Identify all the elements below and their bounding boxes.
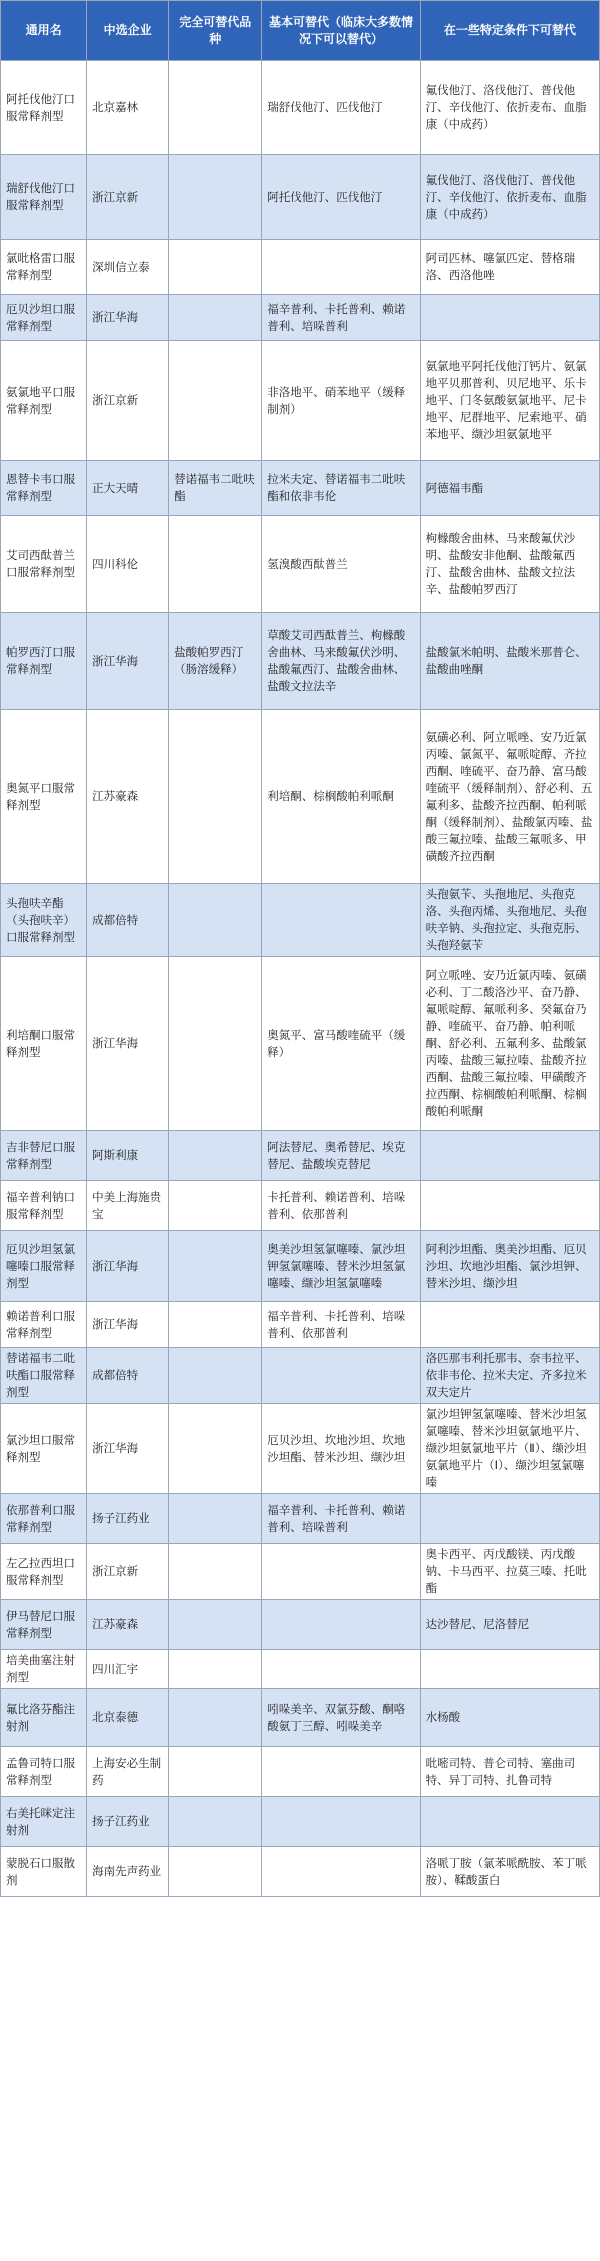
generic-name-cell: 蒙脱石口服散剂 (1, 1847, 87, 1897)
company-cell: 中美上海施贵宝 (87, 1181, 169, 1231)
company-cell: 浙江华海 (87, 613, 169, 710)
company-cell: 北京嘉林 (87, 61, 169, 155)
fully-substitutable-cell (169, 957, 262, 1131)
table-row (1, 1600, 600, 1650)
company-cell: 四川科伦 (87, 516, 169, 613)
conditionally-substitutable-cell: 吡嘧司特、普仑司特、塞曲司特、异丁司特、扎鲁司特 (420, 1747, 599, 1797)
table-body (1, 61, 600, 1897)
basically-substitutable-cell: 奥美沙坦氢氯噻嗪、氯沙坦钾氢氯噻嗪、替米沙坦氢氯噻嗪、缬沙坦氢氯噻嗪 (262, 1231, 420, 1302)
basically-substitutable-cell: 福辛普利、卡托普利、赖诺普利、培哚普利 (262, 1494, 420, 1544)
company-cell: 江苏豪森 (87, 1600, 169, 1650)
conditionally-substitutable-cell (420, 1797, 599, 1847)
basically-substitutable-cell: 奥氮平、富马酸喹硫平（缓释） (262, 957, 420, 1131)
basically-substitutable-cell: 瑞舒伐他汀、匹伐他汀 (262, 61, 420, 155)
fully-substitutable-cell (169, 1131, 262, 1181)
fully-substitutable-cell (169, 1650, 262, 1689)
generic-name-cell: 氯吡格雷口服常释剂型 (1, 240, 87, 295)
conditionally-substitutable-cell (420, 295, 599, 341)
table-row (1, 884, 600, 957)
conditionally-substitutable-cell (420, 1181, 599, 1231)
fully-substitutable-cell (169, 1231, 262, 1302)
fully-substitutable-cell (169, 1348, 262, 1404)
conditionally-substitutable-cell: 氨氯地平阿托伐他汀钙片、氨氯地平贝那普利、贝尼地平、乐卡地平、门冬氨酸氨氯地平、尼卡地平、尼群地平、尼索地平、硝苯地平、缬沙坦氨氯地平 (420, 341, 599, 461)
generic-name-cell: 瑞舒伐他汀口服常释剂型 (1, 155, 87, 240)
fully-substitutable-cell: 替诺福韦二吡呋酯 (169, 461, 262, 516)
company-cell: 上海安必生制药 (87, 1747, 169, 1797)
table-row (1, 1847, 600, 1897)
fully-substitutable-cell (169, 1847, 262, 1897)
fully-substitutable-cell (169, 155, 262, 240)
basically-substitutable-cell: 福辛普利、卡托普利、培哚普利、依那普利 (262, 1302, 420, 1348)
fully-substitutable-cell (169, 516, 262, 613)
basically-substitutable-cell (262, 1797, 420, 1847)
generic-name-cell: 利培酮口服常释剂型 (1, 957, 87, 1131)
basically-substitutable-cell: 阿托伐他汀、匹伐他汀 (262, 155, 420, 240)
fully-substitutable-cell (169, 1302, 262, 1348)
header-generic-name: 通用名 (1, 1, 87, 61)
company-cell: 北京泰德 (87, 1689, 169, 1747)
basically-substitutable-cell (262, 1650, 420, 1689)
company-cell: 正大天晴 (87, 461, 169, 516)
conditionally-substitutable-cell: 洛匹那韦利托那韦、奈韦拉平、依非韦伦、拉米夫定、齐多拉米双夫定片 (420, 1348, 599, 1404)
table-row (1, 61, 600, 155)
conditionally-substitutable-cell (420, 1302, 599, 1348)
conditionally-substitutable-cell (420, 1494, 599, 1544)
generic-name-cell: 依那普利口服常释剂型 (1, 1494, 87, 1544)
generic-name-cell: 左乙拉西坦口服常释剂型 (1, 1544, 87, 1600)
table-row (1, 240, 600, 295)
table-row (1, 1302, 600, 1348)
conditionally-substitutable-cell: 枸橼酸舍曲林、马来酸氟伏沙明、盐酸安非他酮、盐酸氟西汀、盐酸舍曲林、盐酸文拉法辛、盐酸帕罗西汀 (420, 516, 599, 613)
conditionally-substitutable-cell: 达沙替尼、尼洛替尼 (420, 1600, 599, 1650)
generic-name-cell: 厄贝沙坦氢氯噻嗪口服常释剂型 (1, 1231, 87, 1302)
fully-substitutable-cell: 盐酸帕罗西汀（肠溶缓释） (169, 613, 262, 710)
generic-name-cell: 替诺福韦二吡呋酯口服常释剂型 (1, 1348, 87, 1404)
company-cell: 成都倍特 (87, 1348, 169, 1404)
basically-substitutable-cell: 吲哚美辛、双氯芬酸、酮咯酸氨丁三醇、吲哚美辛 (262, 1689, 420, 1747)
conditionally-substitutable-cell (420, 1650, 599, 1689)
fully-substitutable-cell (169, 1747, 262, 1797)
generic-name-cell: 厄贝沙坦口服常释剂型 (1, 295, 87, 341)
table-row (1, 1404, 600, 1494)
table-row (1, 1747, 600, 1797)
conditionally-substitutable-cell: 氟伐他汀、洛伐他汀、普伐他汀、辛伐他汀、依折麦布、血脂康（中成药） (420, 155, 599, 240)
generic-name-cell: 伊马替尼口服常释剂型 (1, 1600, 87, 1650)
table-row (1, 1689, 600, 1747)
company-cell: 浙江华海 (87, 957, 169, 1131)
table-row (1, 295, 600, 341)
generic-name-cell: 福辛普利钠口服常释剂型 (1, 1181, 87, 1231)
generic-name-cell: 氟比洛芬酯注射剂 (1, 1689, 87, 1747)
fully-substitutable-cell (169, 1689, 262, 1747)
table-row (1, 516, 600, 613)
conditionally-substitutable-cell: 氯沙坦钾氢氯噻嗪、替米沙坦氢氯噻嗪、替米沙坦氨氯地平片、缬沙坦氨氯地平片（Ⅱ）、缬沙坦氨氯地平片（Ⅰ）、缬沙坦氢氯噻嗪 (420, 1404, 599, 1494)
conditionally-substitutable-cell: 盐酸氯米帕明、盐酸米那普仑、盐酸曲唑酮 (420, 613, 599, 710)
conditionally-substitutable-cell: 水杨酸 (420, 1689, 599, 1747)
table-row (1, 1131, 600, 1181)
basically-substitutable-cell: 利培酮、棕榈酸帕利哌酮 (262, 710, 420, 884)
table-row (1, 1348, 600, 1404)
fully-substitutable-cell (169, 61, 262, 155)
company-cell: 浙江京新 (87, 155, 169, 240)
table-row (1, 155, 600, 240)
company-cell: 浙江华海 (87, 1231, 169, 1302)
basically-substitutable-cell: 厄贝沙坦、坎地沙坦、坎地沙坦酯、替米沙坦、缬沙坦 (262, 1404, 420, 1494)
fully-substitutable-cell (169, 295, 262, 341)
conditionally-substitutable-cell: 奥卡西平、丙戊酸镁、丙戊酸钠、卡马西平、拉莫三嗪、托吡酯 (420, 1544, 599, 1600)
basically-substitutable-cell: 拉米夫定、替诺福韦二吡呋酯和依非韦伦 (262, 461, 420, 516)
company-cell: 扬子江药业 (87, 1797, 169, 1847)
generic-name-cell: 恩替卡韦口服常释剂型 (1, 461, 87, 516)
company-cell: 浙江华海 (87, 295, 169, 341)
basically-substitutable-cell: 草酸艾司西酞普兰、枸橼酸舍曲林、马来酸氟伏沙明、盐酸氟西汀、盐酸舍曲林、盐酸文拉法辛 (262, 613, 420, 710)
generic-name-cell: 阿托伐他汀口服常释剂型 (1, 61, 87, 155)
company-cell: 扬子江药业 (87, 1494, 169, 1544)
table-row (1, 1181, 600, 1231)
basically-substitutable-cell (262, 1348, 420, 1404)
company-cell: 浙江华海 (87, 1302, 169, 1348)
fully-substitutable-cell (169, 1404, 262, 1494)
fully-substitutable-cell (169, 1544, 262, 1600)
fully-substitutable-cell (169, 341, 262, 461)
fully-substitutable-cell (169, 240, 262, 295)
basically-substitutable-cell: 氢溴酸西酞普兰 (262, 516, 420, 613)
table-row (1, 710, 600, 884)
basically-substitutable-cell: 阿法替尼、奥希替尼、埃克替尼、盐酸埃克替尼 (262, 1131, 420, 1181)
generic-name-cell: 右美托咪定注射剂 (1, 1797, 87, 1847)
conditionally-substitutable-cell: 氟伐他汀、洛伐他汀、普伐他汀、辛伐他汀、依折麦布、血脂康（中成药） (420, 61, 599, 155)
company-cell: 海南先声药业 (87, 1847, 169, 1897)
basically-substitutable-cell: 福辛普利、卡托普利、赖诺普利、培哚普利 (262, 295, 420, 341)
table-row (1, 1650, 600, 1689)
conditionally-substitutable-cell: 洛哌丁胺（氯苯哌酰胺、苯丁哌胺）、鞣酸蛋白 (420, 1847, 599, 1897)
header-conditionally-substitutable: 在一些特定条件下可替代 (420, 1, 599, 61)
generic-name-cell: 赖诺普利口服常释剂型 (1, 1302, 87, 1348)
fully-substitutable-cell (169, 1797, 262, 1847)
conditionally-substitutable-cell: 阿立哌唑、安乃近氯丙嗪、氨磺必利、丁二酸洛沙平、奋乃静、氟哌啶醇、氟哌利多、癸氟奋乃静、喹硫平、奋乃静、帕利哌酮、舒必利、五氟利多、盐酸氯丙嗪、盐酸三氟拉嗪、盐酸齐拉西酮、盐酸三氟拉嗪、甲磺酸齐拉西酮、棕榈酸帕利哌酮、棕榈酸帕利哌酮 (420, 957, 599, 1131)
table-row (1, 461, 600, 516)
header-fully-substitutable: 完全可替代品种 (169, 1, 262, 61)
fully-substitutable-cell (169, 884, 262, 957)
table-row (1, 1231, 600, 1302)
company-cell: 深圳信立泰 (87, 240, 169, 295)
header-basically-substitutable: 基本可替代（临床大多数情况下可以替代） (262, 1, 420, 61)
company-cell: 江苏豪森 (87, 710, 169, 884)
basically-substitutable-cell (262, 240, 420, 295)
table-row (1, 613, 600, 710)
table-row (1, 1544, 600, 1600)
conditionally-substitutable-cell: 头孢氨苄、头孢地尼、头孢克洛、头孢丙烯、头孢地尼、头孢呋辛钠、头孢拉定、头孢克肟、头孢羟氨苄 (420, 884, 599, 957)
conditionally-substitutable-cell: 氨磺必利、阿立哌唑、安乃近氯丙嗪、氯氮平、氟哌啶醇、齐拉西酮、喹硫平、奋乃静、富马酸喹硫平（缓释制剂）、舒必利、五氟利多、盐酸齐拉西酮、帕利哌酮（缓释制剂）、盐酸氯丙嗪、盐酸三氟拉嗪、盐酸三氟哌多、甲磺酸齐拉西酮 (420, 710, 599, 884)
company-cell: 浙江华海 (87, 1404, 169, 1494)
basically-substitutable-cell (262, 1847, 420, 1897)
basically-substitutable-cell (262, 1747, 420, 1797)
fully-substitutable-cell (169, 1494, 262, 1544)
generic-name-cell: 帕罗西汀口服常释剂型 (1, 613, 87, 710)
generic-name-cell: 氨氯地平口服常释剂型 (1, 341, 87, 461)
basically-substitutable-cell: 卡托普利、赖诺普利、培哚普利、依那普利 (262, 1181, 420, 1231)
generic-name-cell: 培美曲塞注射剂型 (1, 1650, 87, 1689)
company-cell: 成都倍特 (87, 884, 169, 957)
basically-substitutable-cell (262, 884, 420, 957)
basically-substitutable-cell: 非洛地平、硝苯地平（缓释制剂） (262, 341, 420, 461)
company-cell: 阿斯利康 (87, 1131, 169, 1181)
basically-substitutable-cell (262, 1600, 420, 1650)
company-cell: 浙江京新 (87, 1544, 169, 1600)
header-winning-company: 中选企业 (87, 1, 169, 61)
generic-name-cell: 氯沙坦口服常释剂型 (1, 1404, 87, 1494)
conditionally-substitutable-cell: 阿利沙坦酯、奥美沙坦酯、厄贝沙坦、坎地沙坦酯、氯沙坦钾、替米沙坦、缬沙坦 (420, 1231, 599, 1302)
conditionally-substitutable-cell: 阿司匹林、噻氯匹定、替格瑞洛、西洛他唑 (420, 240, 599, 295)
fully-substitutable-cell (169, 1600, 262, 1650)
table-row (1, 341, 600, 461)
company-cell: 四川汇宇 (87, 1650, 169, 1689)
conditionally-substitutable-cell: 阿德福韦酯 (420, 461, 599, 516)
generic-name-cell: 奥氮平口服常释剂型 (1, 710, 87, 884)
fully-substitutable-cell (169, 710, 262, 884)
table-row (1, 957, 600, 1131)
table-row (1, 1494, 600, 1544)
conditionally-substitutable-cell (420, 1131, 599, 1181)
fully-substitutable-cell (169, 1181, 262, 1231)
basically-substitutable-cell (262, 1544, 420, 1600)
generic-name-cell: 头孢呋辛酯（头孢呋辛）口服常释剂型 (1, 884, 87, 957)
header-row (1, 1, 600, 61)
generic-name-cell: 艾司西酞普兰口服常释剂型 (1, 516, 87, 613)
company-cell: 浙江京新 (87, 341, 169, 461)
generic-name-cell: 孟鲁司特口服常释剂型 (1, 1747, 87, 1797)
generic-name-cell: 吉非替尼口服常释剂型 (1, 1131, 87, 1181)
table-row (1, 1797, 600, 1847)
